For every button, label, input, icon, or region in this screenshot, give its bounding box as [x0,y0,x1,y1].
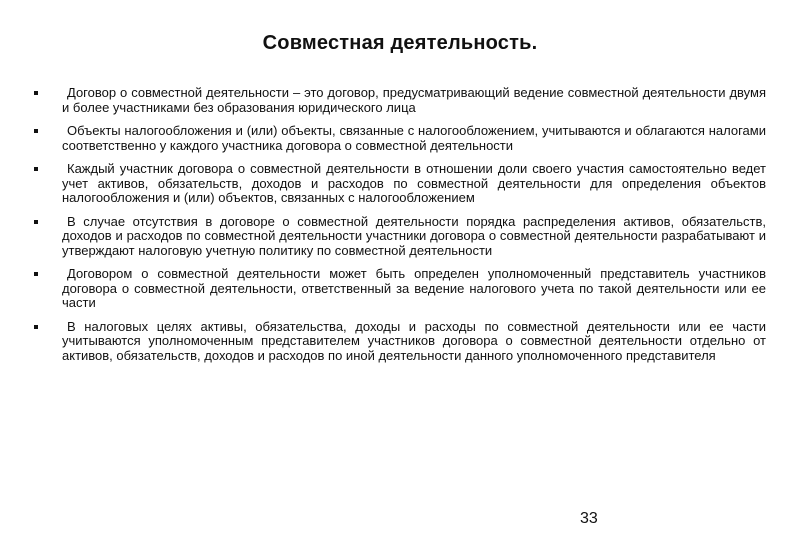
list-item [34,86,766,115]
bullet-list [34,86,766,372]
list-item-text: Каждый участник договора о совместной деятельности в отношении доли своего участия самостоятельно ведет учет активов, обязательств, доходов и расходов по совместной деятельности для определения объектов налогообложения и (или) объектов, связанных с налогообложением [62,161,766,205]
list-item-text: Договор о совместной деятельности – это договор, предусматривающий ведение совместной деятельности двумя и более участниками без образования юридического лица [62,85,766,115]
list-item [34,124,766,153]
bullet-icon [34,167,38,171]
list-item-text: Объекты налогообложения и (или) объекты, связанные с налогообложением, учитываются и облагаются налогами соответственно у каждого участника договора о совместной деятельности [62,123,766,153]
slide-title: Совместная деятельность. [262,32,538,54]
list-item-text: В случае отсутствия в договоре о совместной деятельности порядка распределения активов, обязательств, доходов и расходов по совместной деятельности участники договора о совместной деятельности разрабатывают и утверждают налоговую учетную политику по совместной деятельности [62,213,766,258]
page-number: 33 [580,510,598,527]
list-item [34,162,766,206]
list-item-text: В налоговых целях активы, обязательства, доходы и расходы по совместной деятельности или ее части учитываются уполномоченным представителем участников договора о совместной деятельности отдельно от активов, обязательств, доходов и расходов по иной деятельности данного уполномоченного представителя [62,318,766,363]
list-item [34,215,766,259]
list-item [34,320,766,364]
bullet-icon [34,272,38,276]
bullet-icon [34,129,38,133]
bullet-icon [34,325,38,329]
list-item-text: Договором о совместной деятельности может быть определен уполномоченный представитель участников договора о совместной деятельности, ответственный за ведение налогового учета по такой деятельности или ее части [62,266,766,310]
bullet-icon [34,220,38,224]
bullet-icon [34,91,38,95]
list-item [34,267,766,311]
